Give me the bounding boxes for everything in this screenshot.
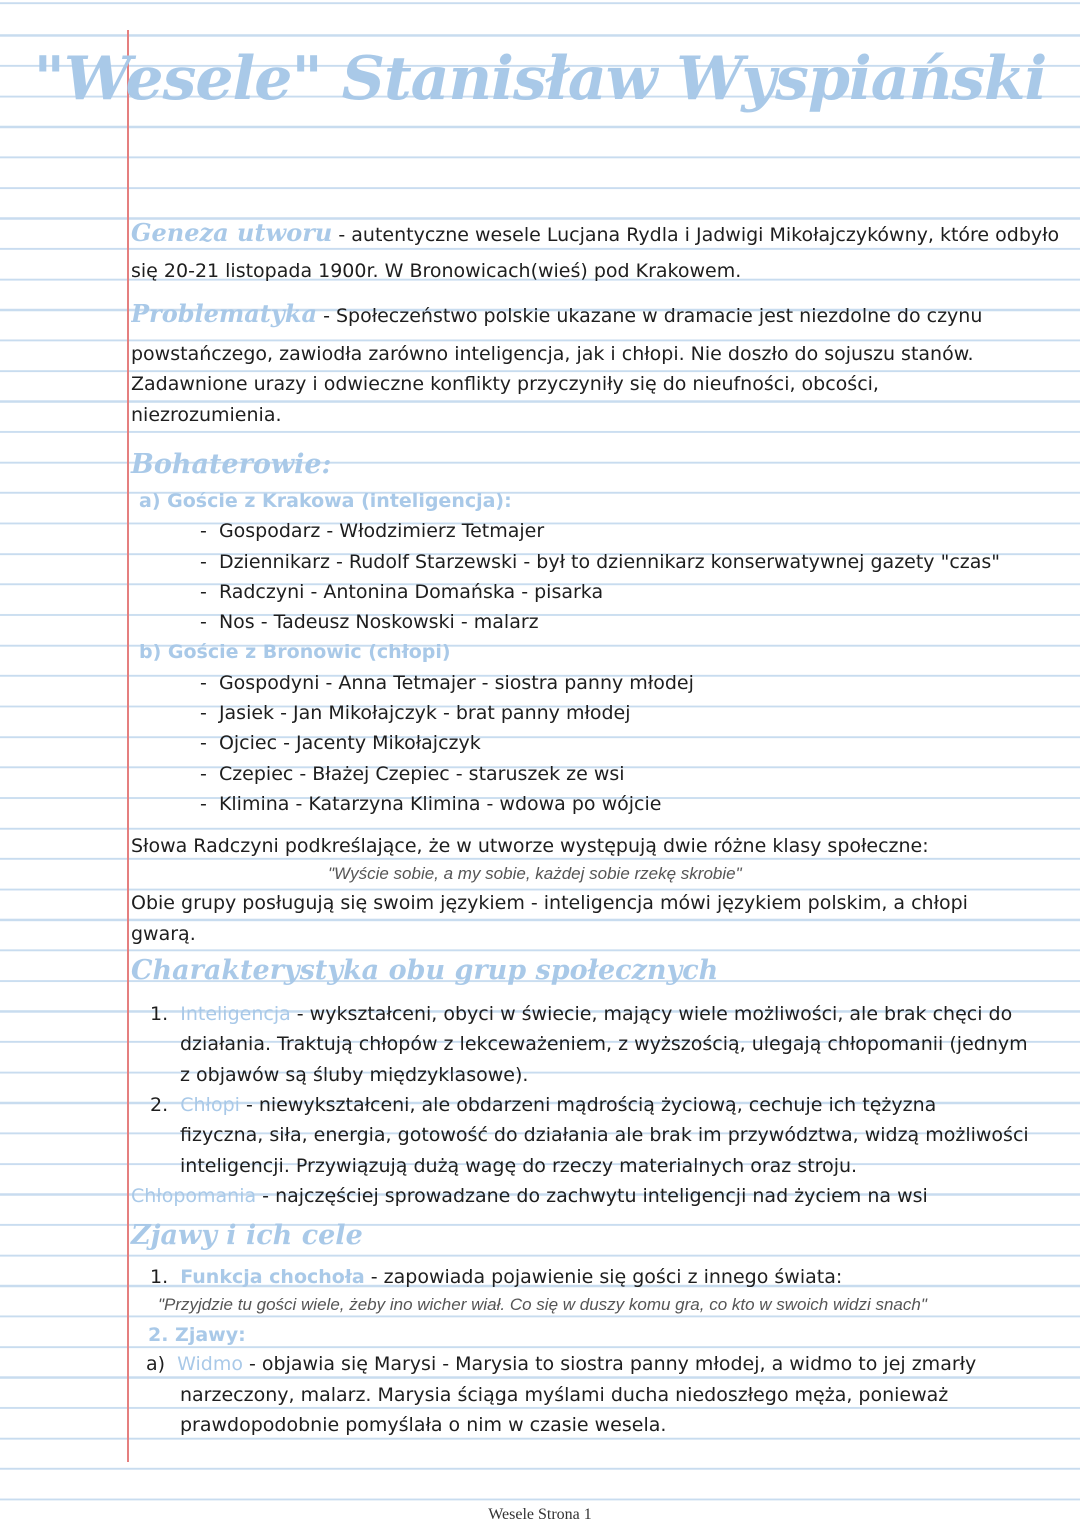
radczyni-quote: "Wyście sobie, a my sobie, każdej sobie rzekę skrobie" bbox=[328, 864, 742, 883]
widmo-line-1: a) Widmo - objawia się Marysi - Marysia to siostra panny młodej, a widmo to jej zmarły bbox=[146, 1353, 977, 1375]
language-text-2: gwarą. bbox=[131, 923, 196, 945]
notebook-margin-line bbox=[127, 30, 129, 1462]
list-item: - Nos - Tadeusz Noskowski - malarz bbox=[200, 611, 539, 633]
chochol-term: Funkcja chochoła bbox=[180, 1266, 365, 1288]
geneza-line-1 bbox=[131, 218, 1071, 250]
list-item: - Radczyni - Antonina Domańska - pisarka bbox=[200, 581, 604, 603]
problematyka-line-3: Zadawnione urazy i odwieczne konflikty przyczyniły się do nieufności, obcości, bbox=[131, 373, 879, 395]
list-item: - Gospodarz - Włodzimierz Tetmajer bbox=[200, 520, 545, 542]
geneza-text-2: się 20-21 listopada 1900r. W Bronowicach(wieś) pod Krakowem. bbox=[131, 260, 742, 282]
group-b-label: b) Goście z Bronowic (chłopi) bbox=[139, 641, 451, 663]
zjawy-item-1: 1. Funkcja chochoła - zapowiada pojawienie się gości z innego świata: bbox=[150, 1266, 843, 1288]
list-item: - Dziennikarz - Rudolf Starzewski - był to dziennikarz konserwatywnej gazety "czas" bbox=[200, 551, 1001, 573]
problematyka-line-1 bbox=[131, 299, 1071, 331]
geneza-heading: Geneza utworu bbox=[131, 218, 333, 247]
list-item: - Klimina - Katarzyna Klimina - wdowa po wójcie bbox=[200, 793, 662, 815]
zjawy-item-2: 2. Zjawy: bbox=[148, 1324, 246, 1346]
zjawy-heading: Zjawy i ich cele bbox=[131, 1220, 363, 1251]
list-item: - Jasiek - Jan Mikołajczyk - brat panny młodej bbox=[200, 702, 631, 724]
inteligencja-term: Inteligencja bbox=[180, 1003, 291, 1025]
problematyka-heading: Problematyka bbox=[131, 299, 318, 328]
charakterystyka-heading: Charakterystyka obu grup społecznych bbox=[131, 955, 719, 986]
list-item: - Gospodyni - Anna Tetmajer - siostra panny młodej bbox=[200, 672, 694, 694]
characteristic-item-1-line-3: z objawów są śluby międzyklasowe). bbox=[180, 1064, 529, 1086]
characteristic-item-1: 1. Inteligencja - wykształceni, obyci w świecie, mający wiele możliwości, ale brak chęci do bbox=[150, 1003, 1013, 1025]
widmo-term: Widmo bbox=[177, 1353, 243, 1375]
chochol-quote: "Przyjdzie tu gości wiele, żeby ino wicher wiał. Co się w duszy komu gra, co kto w swoich widzi snach" bbox=[158, 1295, 927, 1314]
widmo-line-3: prawdopodobnie pomyślała o nim w czasie wesela. bbox=[180, 1414, 667, 1436]
characteristic-item-2: 2. Chłopi - niewykształceni, ale obdarzeni mądrością życiową, cechuje ich tężyzna bbox=[150, 1094, 937, 1116]
chlopomania-line: Chłopomania - najczęściej sprowadzane do zachwytu inteligencji nad życiem na wsi bbox=[131, 1185, 928, 1207]
characteristic-item-2-line-2: fizyczna, siła, energia, gotowość do działania ale brak im przywództwa, widzą możliwości bbox=[180, 1124, 1029, 1146]
characteristic-item-1-line-2: działania. Traktują chłopów z lekceważeniem, z wyższością, ulegają chłopomanii (jednym bbox=[180, 1033, 1028, 1055]
widmo-line-2: narzeczony, malarz. Marysia ściąga myślami ducha niedoszłego męża, ponieważ bbox=[180, 1384, 949, 1406]
geneza-text-1: - autentyczne wesele Lucjana Rydla i Jadwigi Mikołajczykówny, które odbyło bbox=[332, 224, 1060, 246]
problematyka-line-4: niezrozumienia. bbox=[131, 404, 282, 426]
group-a-label: a) Goście z Krakowa (inteligencja): bbox=[139, 490, 512, 512]
list-item: - Czepiec - Błażej Czepiec - staruszek ze wsi bbox=[200, 763, 625, 785]
page-title: "Wesele" Stanisław Wyspiański bbox=[33, 44, 1047, 114]
chlopi-term: Chłopi bbox=[180, 1094, 240, 1116]
radczyni-text: Słowa Radczyni podkreślające, że w utworze występują dwie różne klasy społeczne: bbox=[131, 835, 929, 857]
bohaterowie-heading: Bohaterowie: bbox=[131, 449, 332, 480]
problematyka-text-1: - Społeczeństwo polskie ukazane w dramacie jest niezdolne do czynu bbox=[317, 305, 983, 327]
problematyka-line-2: powstańczego, zawiodła zarówno inteligencja, jak i chłopi. Nie doszło do sojuszu stanów. bbox=[131, 343, 974, 365]
characteristic-item-2-line-3: inteligencji. Przywiązują dużą wagę do rzeczy materialnych oraz stroju. bbox=[180, 1155, 858, 1177]
page-footer: Wesele Strona 1 bbox=[488, 1506, 592, 1523]
list-item: - Ojciec - Jacenty Mikołajczyk bbox=[200, 732, 481, 754]
chlopomania-term: Chłopomania bbox=[131, 1185, 257, 1207]
language-text-1: Obie grupy posługują się swoim językiem - inteligencja mówi językiem polskim, a chłopi bbox=[131, 892, 968, 914]
